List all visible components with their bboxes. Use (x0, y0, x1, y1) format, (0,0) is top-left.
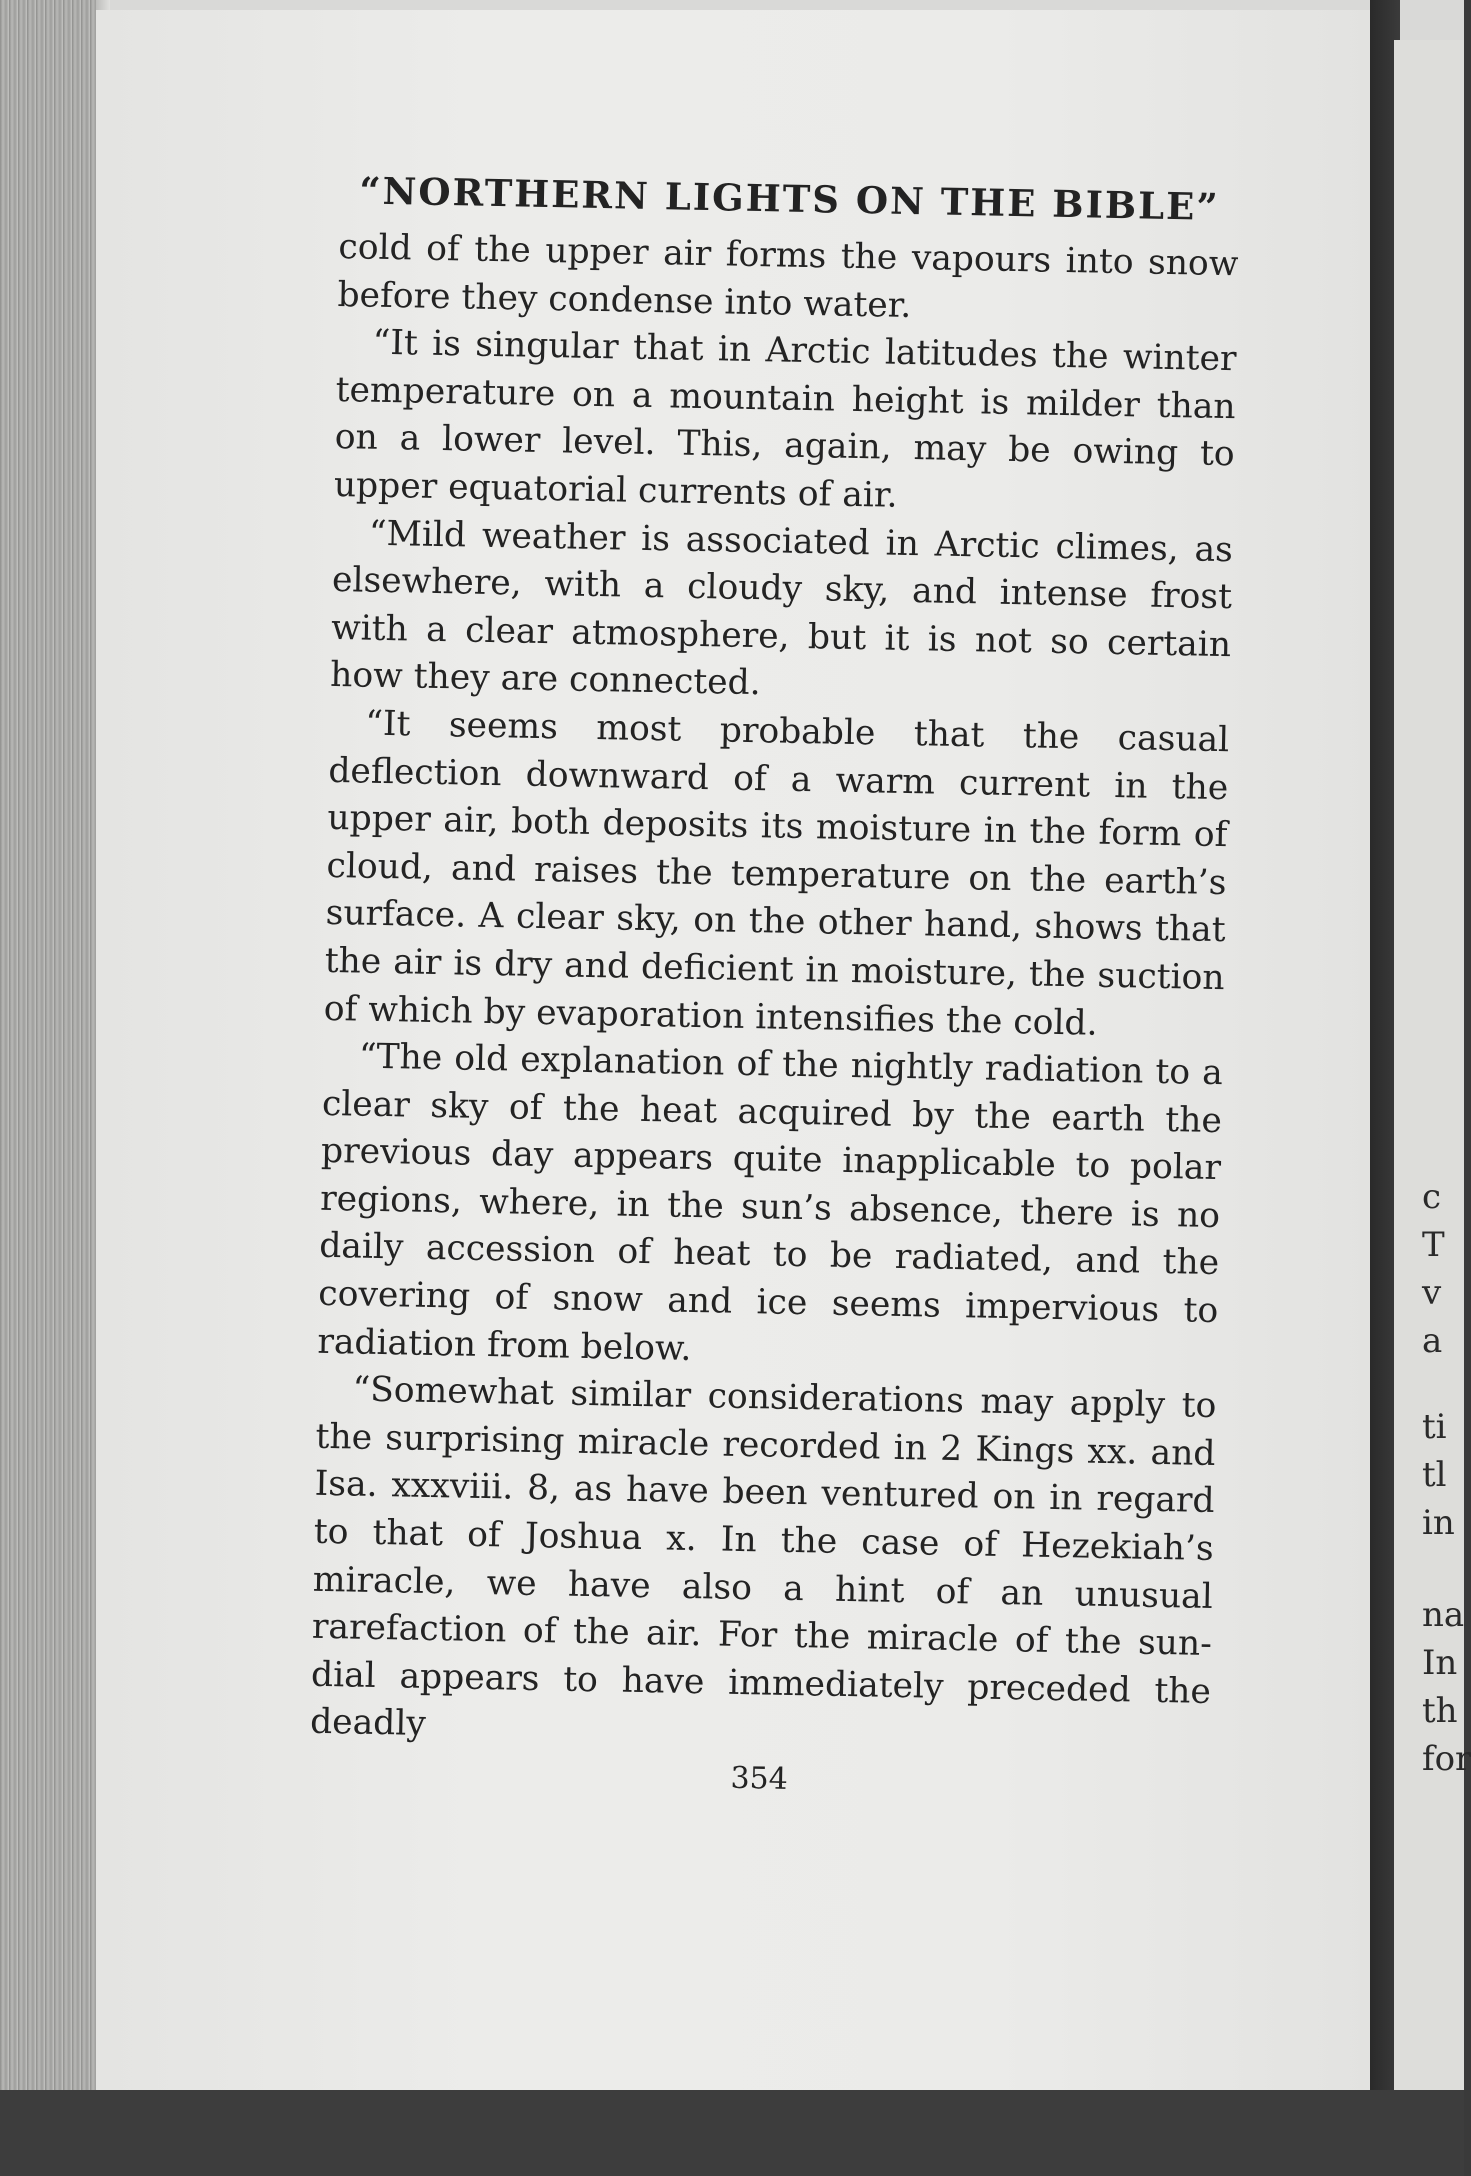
paragraph: “Somewhat similar considerations may apply to the surprising miracle recorded in 2 Kings xx. and Isa. xxxviii. 8, as have been ventured on in regard to that of Joshua x. In the case of Hezekiah’s miracle, we have also a hint of an unusual rarefaction of the air. For the miracle of the sun-dial appears to have immediately preceded the deadly (309, 1369, 1217, 1745)
paragraph: “It is singular that in Arctic latitudes the winter temperature on a mountain height is milder than on a lower level. This, again, may be owing to upper equatorial currents of air. (333, 322, 1237, 516)
next-page-fragment: tl (1422, 1455, 1447, 1495)
next-page-fragment: na (1422, 1595, 1465, 1635)
next-page-fragment: in (1422, 1503, 1455, 1543)
next-page-fragment: In (1422, 1643, 1458, 1683)
paragraph: “The old explanation of the nightly radiation to a clear sky of the heat acquired by the earth the previous day appears quite inapplicable to polar regions, where, in the sun’s absence, there is no daily accession of heat to be radiated, and the covering of snow and ice seems impervious to radiation from below. (317, 1036, 1224, 1369)
page-number: 354 (730, 1760, 789, 1797)
page-text-block (309, 168, 1240, 1805)
next-page-fragment: v (1422, 1273, 1442, 1313)
next-page-fragment: th (1422, 1691, 1458, 1731)
next-page-fragment: a (1422, 1321, 1443, 1361)
scanner-bottom-edge (0, 2090, 1464, 2176)
running-head: “NORTHERN LIGHTS ON THE BIBLE” (358, 168, 1221, 229)
next-page-edge (1394, 40, 1471, 2090)
paragraph: “Mild weather is associated in Arctic climes, as elsewhere, with a cloudy sky, and intense frost with a clear atmosphere, but it is not so certain how they are connected. (329, 513, 1234, 704)
next-page-fragment: T (1422, 1225, 1445, 1265)
paragraph: cold of the upper air forms the vapours into snow before they condense into water. (337, 226, 1239, 326)
next-page-fragment: for (1422, 1739, 1471, 1779)
paragraph: “It seems most probable that the casual deflection downward of a warm current in the upper air, both deposits its moisture in the form of cloud, and raises the temperature on the earth’s surface. A clear sky, on the other hand, shows that the air is dry and deficient in moisture, the suction of which by evaporation intensifies the cold. (323, 703, 1230, 1044)
book-page-edges (0, 0, 110, 2176)
next-page-fragment: ti (1422, 1407, 1447, 1447)
next-page-fragment: c (1422, 1177, 1442, 1217)
